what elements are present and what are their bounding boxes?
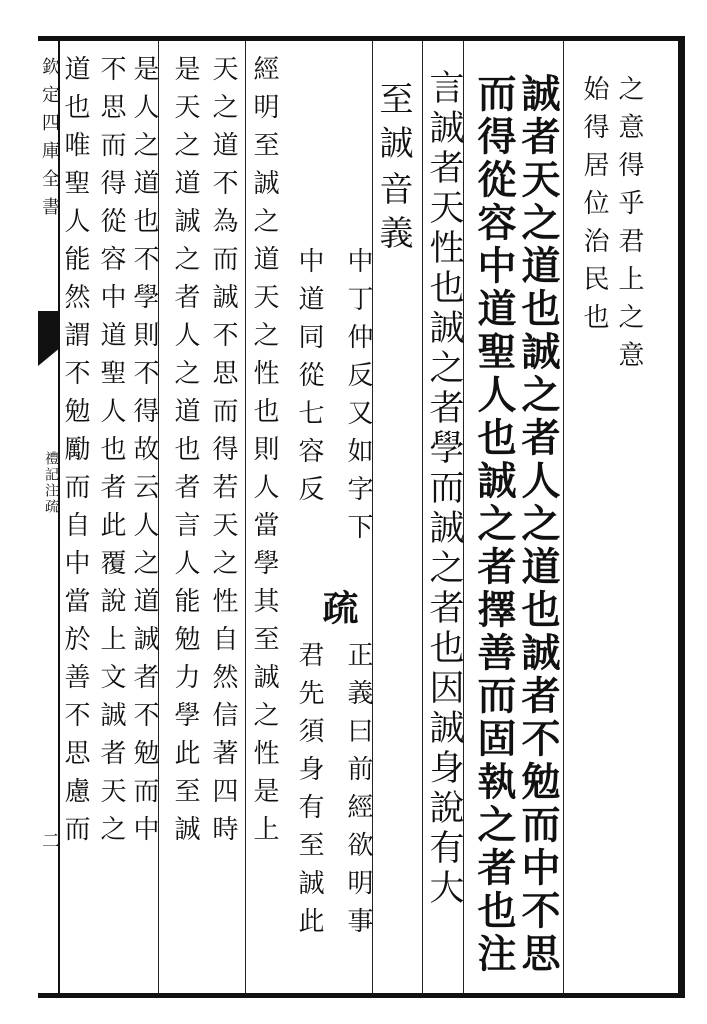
shu-marker: 疏 bbox=[317, 589, 359, 625]
chapter-title: 禮記注疏 bbox=[43, 451, 59, 515]
commentary-line: 之意得乎君上之意 bbox=[614, 75, 644, 379]
phonetic-note: 中道同從七容反 bbox=[294, 247, 324, 513]
commentary-line: 始得居位治民也 bbox=[579, 75, 609, 341]
main-text-line: 誠者天之道也誠之者人之道也誠者不勉而中不思 bbox=[515, 73, 561, 976]
phonetic-note: 中丁仲反又如字下 bbox=[343, 247, 373, 551]
commentary-line: 是人之道也不學則不得故云人之道誠者不勉而中 bbox=[129, 55, 159, 853]
page-number: 二 bbox=[39, 831, 60, 849]
commentary-line: 道也唯聖人能然謂不勉勵而自中當於善不思慮而 bbox=[60, 55, 90, 853]
book-title: 欽定四庫全書 bbox=[39, 57, 60, 225]
book-page bbox=[38, 36, 685, 998]
annotation-label: 至誠 bbox=[373, 81, 413, 169]
margin-strip bbox=[38, 41, 60, 993]
commentary-line: 是天之道誠之者人之道也者言人能勉力學此至誠 bbox=[170, 55, 200, 853]
commentary-line: 不思而得從容中道聖人也者此覆說上文誠者天之 bbox=[96, 55, 126, 853]
commentary-line: 言誠者天性也誠之者學而誠之者也因誠身說有大 bbox=[424, 69, 464, 909]
column-rule bbox=[563, 41, 564, 993]
column-rule bbox=[422, 41, 423, 993]
commentary-line: 正義曰前經欲明事 bbox=[343, 641, 373, 945]
commentary-line: 君先須身有至誠此 bbox=[294, 641, 324, 945]
main-text-line: 而得從容中道聖人也誠之者擇善而固執之者也注 bbox=[471, 73, 517, 976]
yinyi-marker: 音義 bbox=[373, 171, 413, 259]
fish-tail-mark bbox=[38, 311, 58, 366]
column-rule bbox=[245, 41, 246, 993]
commentary-line: 經明至誠之道天之性也則人當學其至誠之性是上 bbox=[249, 55, 279, 853]
annotation-head bbox=[373, 81, 413, 261]
commentary-line: 天之道不為而誠不思而得若天之性自然信著四時 bbox=[208, 55, 238, 853]
